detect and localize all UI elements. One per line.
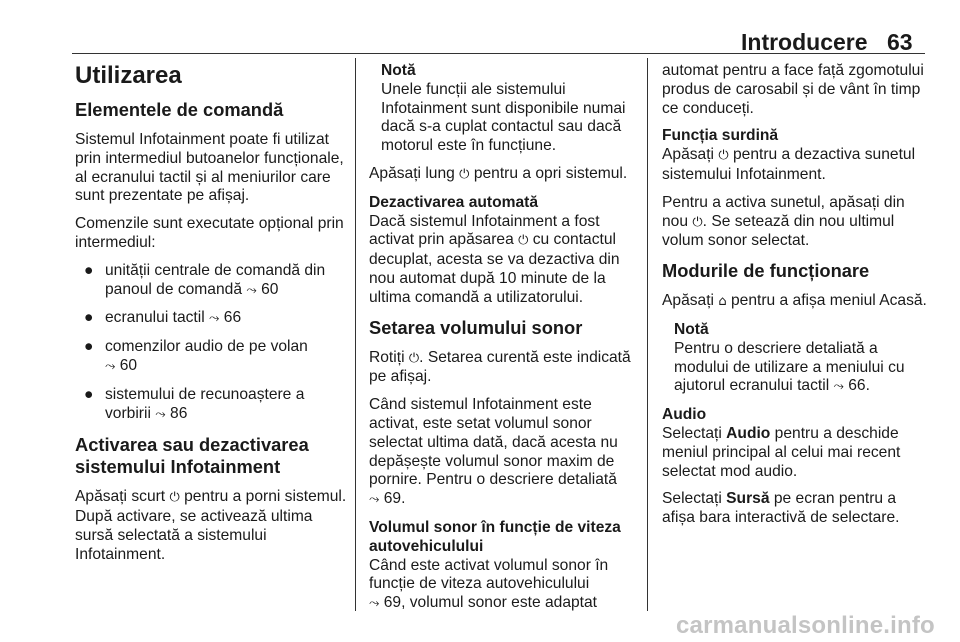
paragraph: Când sistemul Infotainment este activat, este setat volumul sonor selectat ultima dată, dacă acesta nu depășește volumul sonor maxim de pornire. Pentru o descriere detaliată ⤳ 69. <box>369 396 618 508</box>
control-list <box>75 262 347 425</box>
ref-arrow-icon: ⤳ <box>369 596 380 612</box>
paragraph: Apăsați scurt ⏻ pentru a porni sistemul. După activare, se activează ultima sursă selectată a sistemului Infotainment. <box>75 488 347 563</box>
paragraph: Apăsați ⌂ pentru a afișa meniul Acasă. <box>662 292 927 310</box>
paragraph: Sistemul Infotainment poate fi utilizat prin intermediul butoanelor funcționale, al ecranului tactil și al meniurilor care sunt prezentate pe afișaj. <box>75 131 344 205</box>
paragraph: automat pentru a face față zgomotului produs de carosabil și de vânt în timp ce conduceți. <box>662 62 924 117</box>
power-knob-icon: ⏻ <box>459 166 470 182</box>
power-knob-icon: ⏻ <box>518 233 529 249</box>
power-knob-icon: ⏻ <box>692 214 703 230</box>
section-heading-volume: Setarea volumului sonor <box>369 316 583 338</box>
ref-arrow-icon: ⤳ <box>833 379 844 395</box>
paragraph: Apăsați ⏻ pentru a dezactiva sunetul sistemului Infotainment. <box>662 146 916 183</box>
note-text: Pentru o descriere detaliată a modului de utilizare a meniului cu ajutorul ecranului tactil ⤳ 66. <box>674 339 905 395</box>
list-item: ● unității centrale de comandă din panoul de comandă ⤳ 60 <box>84 261 326 298</box>
column-1 <box>75 62 347 574</box>
paragraph: Selectați Sursă pe ecran pentru a afișa bara interactivă de selectare. <box>662 490 900 527</box>
paragraph: Comenzile sunt executate opțional prin intermediul: <box>75 215 344 251</box>
ref-arrow-icon: ⤳ <box>369 492 380 508</box>
subheading-audio: Audio <box>662 406 707 424</box>
page-ref: 60 <box>261 280 279 298</box>
section-heading-controls: Elementele de comandă <box>75 99 284 120</box>
power-knob-icon: ⏻ <box>408 350 420 366</box>
ref-arrow-icon: ⤳ <box>105 358 116 374</box>
paragraph: Dacă sistemul Infotainment a fost activat prin apăsarea ⏻ cu contactul decuplat, acesta se va dezactiva din nou automat după 10 minute de la ultima comandă a utilizatorului. <box>369 212 620 306</box>
note-text: Unele funcții ale sistemului Infotainment sunt disponibile numai dacă s-a cuplat contactul sau dacă motorul este în funcțiune. <box>381 80 626 155</box>
page-ref: 66 <box>223 309 242 327</box>
note-title: Notă <box>674 320 709 338</box>
page-ref: 60 <box>119 356 138 374</box>
watermark: carmanualsonline.info <box>676 612 935 639</box>
paragraph: Apăsați lung ⏻ pentru a opri sistemul. <box>369 164 628 182</box>
header-rule <box>72 53 925 54</box>
subheading-mute: Funcția surdină <box>662 127 779 145</box>
paragraph: Selectați Audio pentru a deschide meniul principal al celui mai recent selectat mod audio. <box>662 424 901 480</box>
ref-arrow-icon: ⤳ <box>246 282 257 298</box>
column-divider-2 <box>647 58 648 611</box>
note-box <box>369 62 637 156</box>
chapter-title: Introducere <box>741 29 868 55</box>
column-3 <box>662 62 928 537</box>
page-number: 63 <box>887 29 913 55</box>
paragraph: Pentru a activa sunetul, apăsați din nou ⏻. Se setează din nou ultimul volum sonor selectat. <box>662 193 905 250</box>
column-divider-1 <box>355 58 356 611</box>
power-knob-icon: ⏻ <box>169 490 180 506</box>
ref-arrow-icon: ⤳ <box>209 311 220 327</box>
note-title: Notă <box>381 62 416 79</box>
list-item: ● ecranului tactil ⤳ 66 <box>84 309 242 327</box>
page-ref: 86 <box>170 404 188 422</box>
column-2 <box>369 62 637 623</box>
section-heading-activation: Activarea sau dezactivarea sistemului Infotainment <box>75 434 309 478</box>
note-box <box>662 321 928 397</box>
power-knob-icon: ⏻ <box>718 148 729 164</box>
ref-arrow-icon: ⤳ <box>155 406 166 422</box>
list-item: ● comenzilor audio de pe volan ⤳ 60 <box>84 338 308 374</box>
paragraph: Rotiți ⏻. Setarea curentă este indicată pe afișaj. <box>369 348 631 386</box>
home-icon: ⌂ <box>718 294 727 310</box>
page-title: Utilizarea <box>75 62 182 89</box>
paragraph: Când este activat volumul sonor în funcție de viteza autovehiculului ⤳ 69, volumul sonor este adaptat <box>369 556 609 612</box>
list-item: ● sistemului de recunoaștere a vorbirii ⤳ 86 <box>84 385 305 422</box>
subheading-speed-volume: Volumul sonor în funcție de viteza autovehiculului <box>369 518 621 555</box>
page-header <box>0 18 960 58</box>
subheading-auto-off: Dezactivarea automată <box>369 193 539 211</box>
section-heading-modes: Modurile de funcționare <box>662 260 870 282</box>
